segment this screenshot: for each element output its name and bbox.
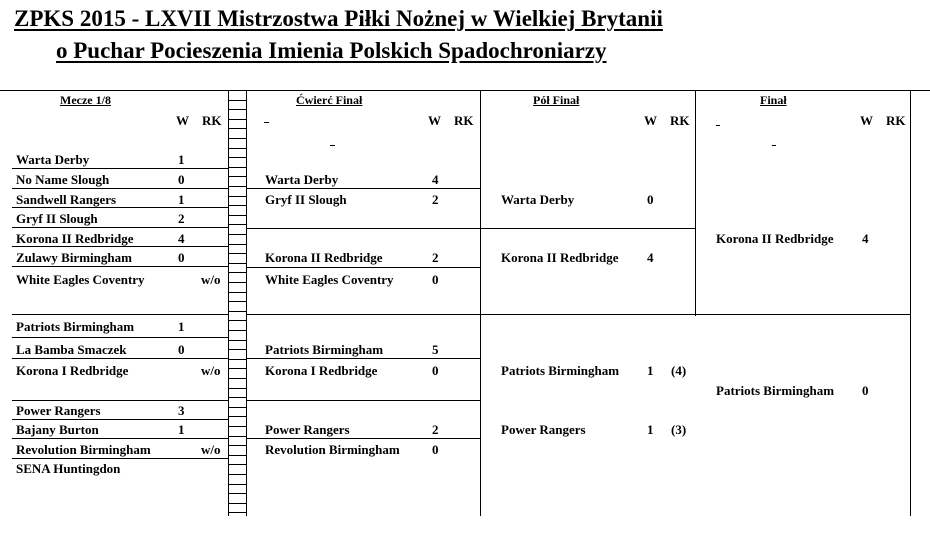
r16-team: La Bamba Smaczek [16,342,127,357]
ladder-rung [228,407,246,408]
r16-rule [12,358,228,359]
sf-score: 4 [647,250,654,265]
divider-final-top [695,90,696,316]
ladder-rung [228,503,246,504]
ladder-rung [228,148,246,149]
ladder-rung [228,416,246,417]
ladder-rung [228,128,246,129]
qf-score: 0 [432,272,439,287]
divider-right [910,90,911,516]
qf-team: White Eagles Coventry [265,272,394,287]
qf-rule [246,400,480,401]
header-quarter: Ćwierć Finał [296,93,363,107]
r16-rule [12,400,228,401]
ladder-rung [228,119,246,120]
ladder-rung [228,253,246,254]
header-semi: Pół Finał [533,93,580,107]
sf-rk: (3) [671,422,687,437]
ladder-rung [228,493,246,494]
r16-rule [12,337,228,338]
ladder-rung [228,330,246,331]
ladder-rung [228,378,246,379]
r16-score: 1 [178,192,185,207]
ladder-rung [228,234,246,235]
sf-team: Korona II Redbridge [501,250,619,265]
qf-score: 0 [432,363,439,378]
sf-score: 0 [647,192,654,207]
r16-team: Korona I Redbridge [16,363,129,378]
r16-rule [12,227,228,228]
qf-team: Warta Derby [265,172,339,187]
ladder-rung [228,359,246,360]
col-rk-round16: RK [202,113,222,128]
col-rk-final: RK [886,113,906,128]
r16-score: 1 [178,319,185,334]
r16-score: 0 [178,250,185,265]
ladder-right-rail [246,90,247,516]
col-rk-semi: RK [670,113,690,128]
final-rule [695,314,910,315]
r16-score: 1 [178,152,185,167]
sf-score: 1 [647,363,654,378]
final-team: Korona II Redbridge [716,231,834,246]
r16-score: 4 [178,231,185,246]
ladder-rung [228,109,246,110]
r16-rule [12,419,228,420]
r16-rule [12,168,228,169]
ladder-rung [228,426,246,427]
final-team: Patriots Birmingham [716,383,835,398]
sf-team: Power Rangers [501,422,586,437]
r16-team: Korona II Redbridge [16,231,134,246]
r16-team: White Eagles Coventry [16,272,145,287]
ladder-rung [228,157,246,158]
ladder-rung [228,464,246,465]
title-line-1: ZPKS 2015 - LXVII Mistrzostwa Piłki Nożnej w Wielkiej Brytanii [14,6,663,31]
r16-team: Revolution Birmingham [16,442,151,457]
r16-rule [12,314,228,315]
r16-note: w/o [201,442,221,457]
header-final: Finał [760,93,787,107]
qf-team: Korona I Redbridge [265,363,378,378]
qf-score: 5 [432,342,439,357]
ladder-rung [228,196,246,197]
ladder-left-rail [228,90,229,516]
col-w-final: W [860,113,873,128]
divider-semi [480,90,481,516]
r16-note: w/o [201,363,221,378]
r16-team: Bajany Burton [16,422,99,437]
col-w-quarter: W [428,113,441,128]
ladder-rung [228,484,246,485]
ladder-rung [228,397,246,398]
r16-score: 0 [178,342,185,357]
sf-rule [480,314,695,315]
qf-rule [246,358,480,359]
r16-team: Warta Derby [16,152,90,167]
qf-rule [246,228,480,229]
ladder-rung [228,167,246,168]
final-score: 0 [862,383,869,398]
top-rule [0,90,930,91]
qf-team: Korona II Redbridge [265,250,383,265]
dash-mark [716,125,720,126]
r16-rule [12,246,228,247]
ladder-rung [228,388,246,389]
ladder-rung [228,320,246,321]
ladder-rung [228,244,246,245]
ladder-rung [228,205,246,206]
qf-team: Patriots Birmingham [265,342,384,357]
ladder-rung [228,292,246,293]
sf-team: Patriots Birmingham [501,363,620,378]
sf-rule [480,228,695,229]
r16-rule [12,458,228,459]
dash-mark [772,145,776,146]
sf-team: Warta Derby [501,192,575,207]
qf-rule [246,188,480,189]
col-w-round16: W [176,113,189,128]
ladder-rung [228,301,246,302]
r16-team: Power Rangers [16,403,101,418]
r16-team: Gryf II Slough [16,211,98,226]
r16-rule [12,188,228,189]
r16-rule [12,438,228,439]
dash-mark [264,122,269,123]
sf-rk: (4) [671,363,687,378]
r16-note: w/o [201,272,221,287]
ladder-rung [228,349,246,350]
qf-score: 2 [432,250,439,265]
r16-team: SENA Huntingdon [16,461,121,476]
qf-score: 4 [432,172,439,187]
qf-team: Power Rangers [265,422,350,437]
r16-team: Sandwell Rangers [16,192,117,207]
r16-team: No Name Slough [16,172,110,187]
ladder-rung [228,436,246,437]
ladder-rung [228,445,246,446]
ladder-rung [228,176,246,177]
title-line-2: o Puchar Pocieszenia Imienia Polskich Spadochroniarzy [56,38,607,63]
col-rk-quarter: RK [454,113,474,128]
ladder-rung [228,368,246,369]
r16-team: Zulawy Birmingham [16,250,132,265]
qf-score: 2 [432,422,439,437]
qf-rule [246,438,480,439]
qf-rule [246,267,480,268]
col-w-semi: W [644,113,657,128]
r16-score: 2 [178,211,185,226]
ladder-rung [228,340,246,341]
r16-team: Patriots Birmingham [16,319,135,334]
ladder-rung [228,512,246,513]
ladder-rung [228,215,246,216]
ladder-rung [228,311,246,312]
header-round16: Mecze 1/8 [60,93,111,107]
ladder-rung [228,100,246,101]
qf-team: Revolution Birmingham [265,442,400,457]
ladder-rung [228,224,246,225]
r16-rule [12,266,228,267]
sf-score: 1 [647,422,654,437]
ladder-rung [228,90,246,91]
r16-score: 0 [178,172,185,187]
ladder-rung [228,455,246,456]
r16-score: 3 [178,403,185,418]
final-score: 4 [862,231,869,246]
ladder-rung [228,186,246,187]
qf-score: 0 [432,442,439,457]
ladder-rung [228,272,246,273]
ladder-rung [228,138,246,139]
qf-rule [246,314,480,315]
ladder-rung [228,474,246,475]
qf-score: 2 [432,192,439,207]
ladder-rung [228,282,246,283]
r16-score: 1 [178,422,185,437]
r16-rule [12,207,228,208]
ladder-rung [228,263,246,264]
qf-team: Gryf II Slough [265,192,347,207]
dash-mark [330,145,335,146]
